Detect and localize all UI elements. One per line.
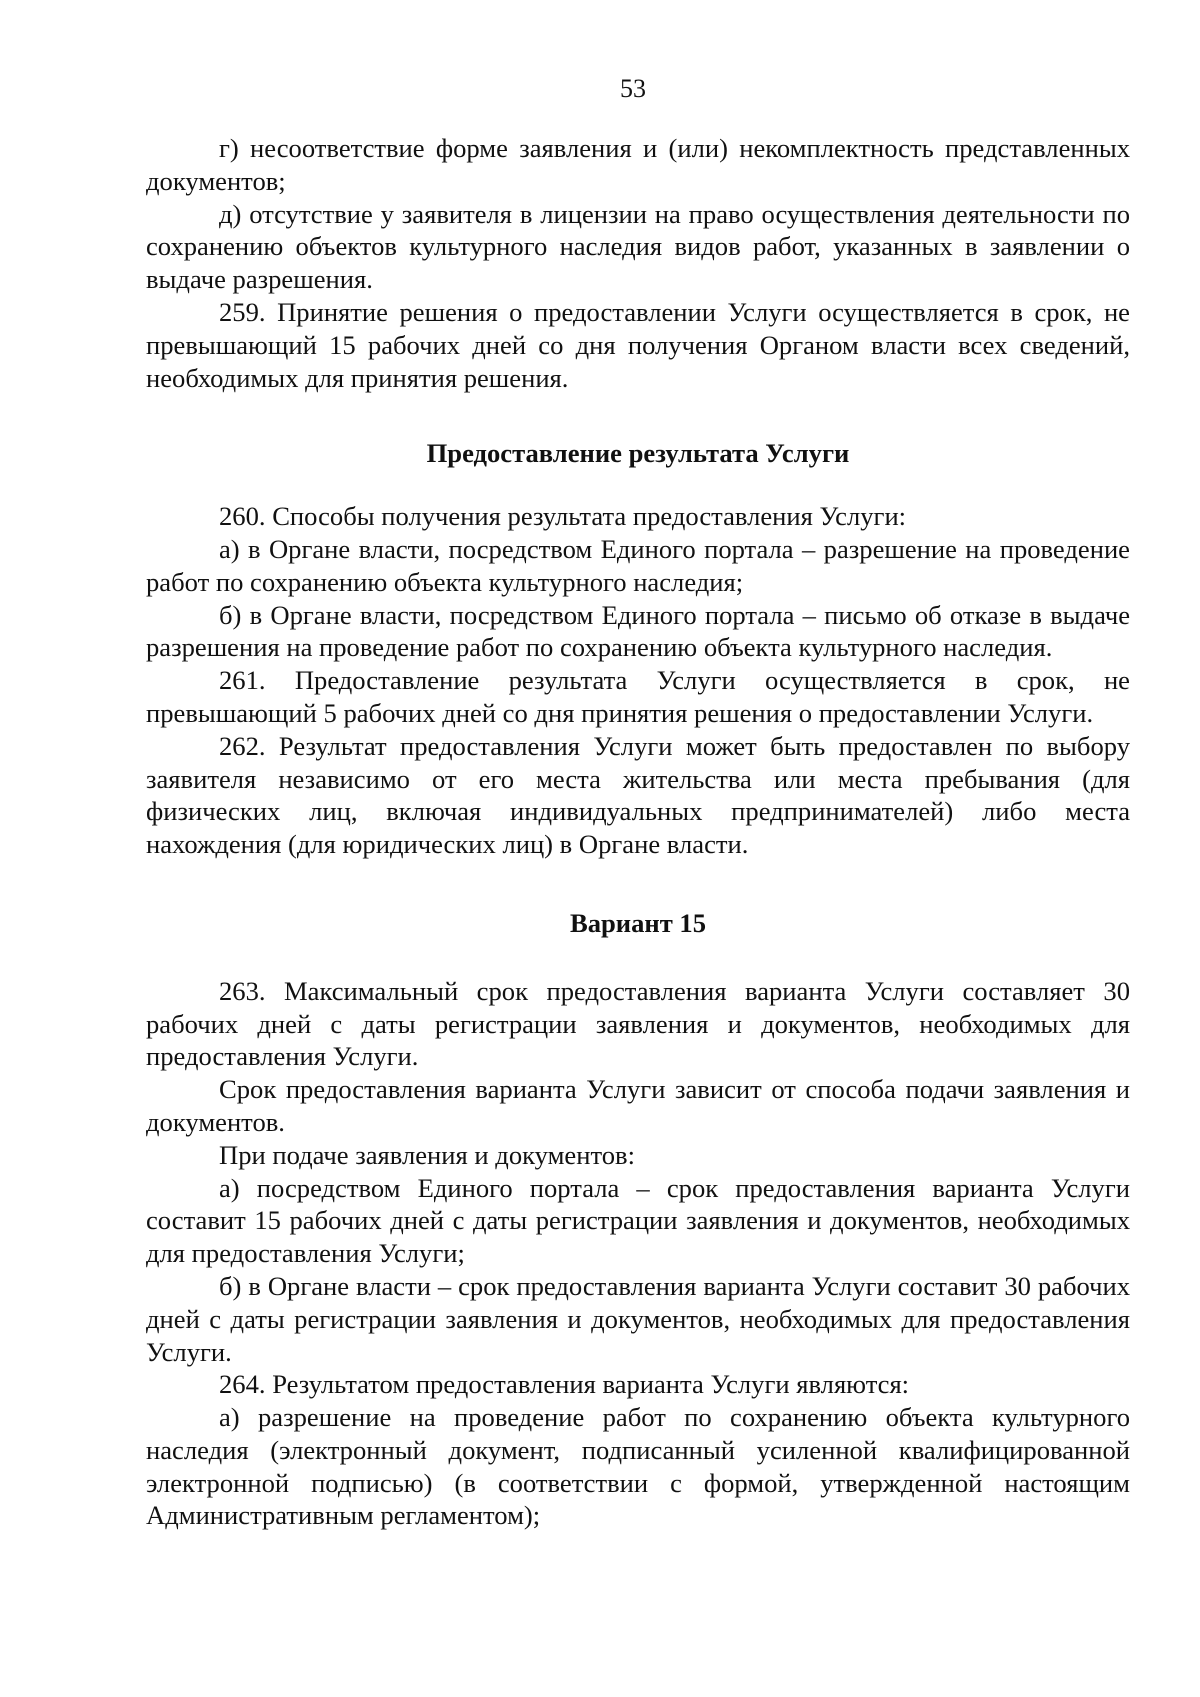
paragraph-262: 262. Результат предоставления Услуги может быть предоставлен по выбору заявителя независимо от его места жительства или места пребывания (для физических лиц, включая индивидуальных предпринимателей) либо места нахождения (для юридических лиц) в Органе власти.	[146, 730, 1130, 860]
paragraph-260-a: а) в Органе власти, посредством Единого портала – разрешение на проведение работ по сохранению объекта культурного наследия;	[146, 533, 1130, 597]
paragraph-submission-b: б) в Органе власти – срок предоставления варианта Услуги составит 30 рабочих дней с даты регистрации заявления и документов, необходимых для предоставления Услуги.	[146, 1270, 1130, 1367]
paragraph-261: 261. Предоставление результата Услуги осуществляется в срок, не превышающий 5 рабочих дней со дня принятия решения о предоставлении Услуги.	[146, 665, 1130, 728]
paragraph-term: Срок предоставления варианта Услуги зависит от способа подачи заявления и документов.	[146, 1074, 1130, 1137]
paragraph-264-a: а) разрешение на проведение работ по сохранению объекта культурного наследия (электронный документ, подписанный усиленной квалифицированной электронной подписью) (в соответствии с формой, утвержденной настоящим Административным регламентом);	[146, 1402, 1130, 1531]
paragraph-260-b: б) в Органе власти, посредством Единого портала – письмо об отказе в выдаче разрешения на проведение работ по сохранению объекта культурного наследия.	[146, 599, 1130, 663]
page-number: 53	[620, 74, 646, 103]
paragraph-submission-a: а) посредством Единого портала – срок предоставления варианта Услуги составит 15 рабочих дней с даты регистрации заявления и документов, необходимых для предоставления Услуги;	[146, 1172, 1130, 1269]
section-heading-variant-15: Вариант 15	[569, 907, 707, 938]
paragraph-g: г) несоответствие форме заявления и (или) некомплектность представленных документов;	[146, 133, 1130, 196]
spacer	[146, 940, 1130, 975]
paragraph-submission: При подаче заявления и документов:	[219, 1139, 635, 1170]
document-body	[146, 132, 1130, 1532]
spacer	[146, 394, 1130, 437]
paragraph-260: 260. Способы получения результата предоставления Услуги:	[219, 501, 907, 532]
section-heading-result: Предоставление результата Услуги	[426, 438, 850, 469]
paragraph-259: 259. Принятие решения о предоставлении Услуги осуществляется в срок, не превышающий 15 рабочих дней со дня получения Органом власти всех сведений, необходимых для принятия решения.	[146, 296, 1130, 393]
spacer	[146, 470, 1130, 500]
paragraph-263: 263. Максимальный срок предоставления варианта Услуги составляет 30 рабочих дней с даты регистрации заявления и документов, необходимых для предоставления Услуги.	[146, 975, 1130, 1072]
paragraph-264: 264. Результатом предоставления варианта Услуги являются:	[219, 1369, 910, 1400]
paragraph-d: д) отсутствие у заявителя в лицензии на право осуществления деятельности по сохранению объектов культурного наследия видов работ, указанных в заявлении о выдаче разрешения.	[146, 198, 1130, 295]
spacer	[146, 861, 1130, 907]
